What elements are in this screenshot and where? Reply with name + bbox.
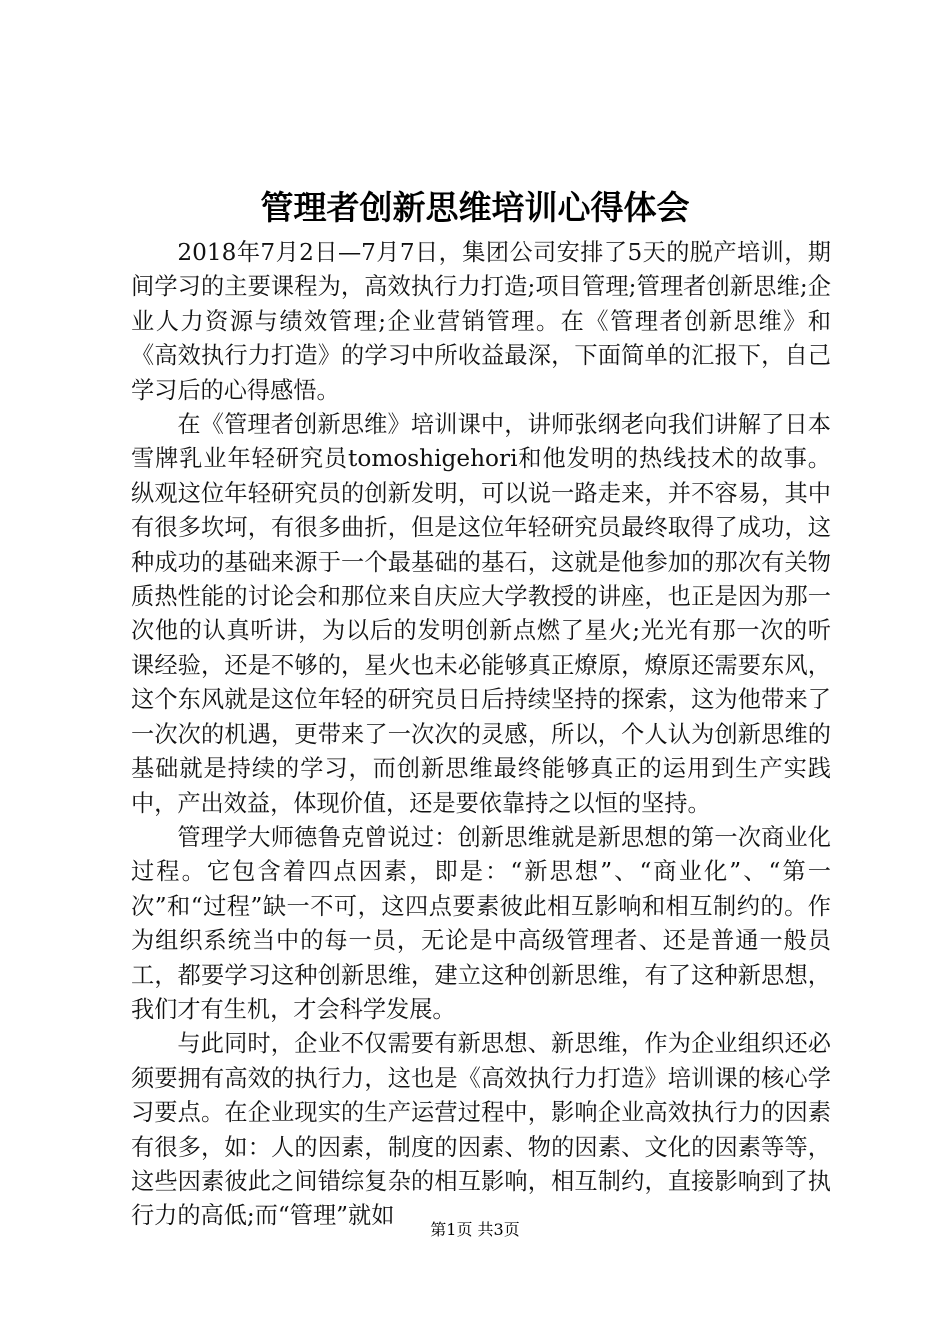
document-body — [131, 236, 831, 1234]
document-title: 管理者创新思维培训心得体会 — [260, 188, 690, 227]
paragraph-1: 2018年7月2日—7月7日，集团公司安排了5天的脱产培训，期间学习的主要课程为，高效执行力打造;项目管理;管理者创新思维;企业人力资源与绩效管理;企业营销管理。在《管理者创新思维》和《高效执行力打造》的学习中所收益最深，下面简单的汇报下，自己学习后的心得感悟。 — [131, 239, 831, 404]
page-number-footer: 第1页 共3页 — [430, 1220, 520, 1239]
paragraph-2: 在《管理者创新思维》培训课中，讲师张纲老向我们讲解了日本雪牌乳业年轻研究员tomoshigehori和他发明的热线技术的故事。纵观这位年轻研究员的创新发明，可以说一路走来，并不容易，其中有很多坎坷，有很多曲折，但是这位年轻研究员最终取得了成功，这种成功的基础来源于一个最基础的基石，这就是他参加的那次有关物质热性能的讨论会和那位来自庆应大学教授的讲座，也正是因为那一次他的认真听讲，为以后的发明创新点燃了星火;光光有那一次的听课经验，还是不够的，星火也未必能够真正燎原，燎原还需要东风，这个东风就是这位年轻的研究员日后持续坚持的探索，这为他带来了一次次的机遇，更带来了一次次的灵感，所以，个人认为创新思维的基础就是持续的学习，而创新思维最终能够真正的运用到生产实践中，产出效益，体现价值，还是要依靠持之以恒的坚持。 — [131, 411, 831, 817]
paragraph-3: 管理学大师德鲁克曾说过：创新思维就是新思想的第一次商业化过程。它包含着四点因素，即是：“新思想”、“商业化”、“第一次”和“过程”缺一不可，这四点要素彼此相互影响和相互制约的。作为组织系统当中的每一员，无论是中高级管理者、还是普通一般员工，都要学习这种创新思维，建立这种创新思维，有了这种新思想，我们才有生机，才会科学发展。 — [131, 823, 831, 1023]
paragraph-4: 与此同时，企业不仅需要有新思想、新思维，作为企业组织还必须要拥有高效的执行力，这也是《高效执行力打造》培训课的核心学习要点。在企业现实的生产运营过程中，影响企业高效执行力的因素有很多，如：人的因素，制度的因素、物的因素、文化的因素等等，这些因素彼此之间错综复杂的相互影响，相互制约，直接影响到了执行力的高低;而“管理”就如 — [131, 1030, 831, 1230]
